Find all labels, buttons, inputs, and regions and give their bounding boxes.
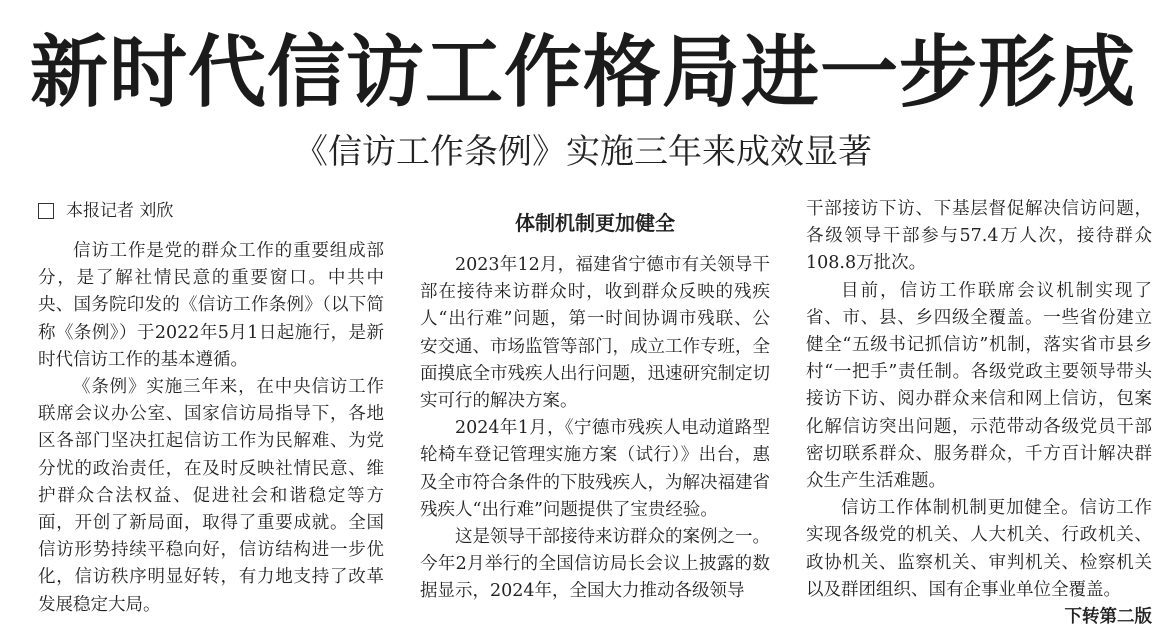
paragraph: 信访工作体制机制更加健全。信访工作实现各级党的机关、人大机关、行政机关、政协机关、监察机关、审判机关、检察机关以及群团组织、国有企事业单位全覆盖。: [806, 498, 1152, 600]
continuation-note-row: [806, 604, 1152, 631]
paragraph: 2024年1月，《宁德市残疾人电动道路型轮椅车登记管理实施方案（试行）》出台，惠及全市符合条件的下肢残疾人，为解决福建省残疾人“出行难”问题提供了宝贵经验。: [420, 418, 770, 520]
byline-text: 本报记者 刘欣: [66, 201, 174, 221]
paragraph: 目前，信访工作联席会议机制实现了省、市、县、乡四级全覆盖。一些省份建立健全“五级书记抓信访”机制，落实省市县乡村“一把手”责任制。各级党政主要领导带头接访下访、阅办群众来信和网上信访，包案化解信访突出问题，示范带动各级党员干部密切联系群众、服务群众，千方百计解决群众生产生活难题。: [806, 280, 1152, 492]
article-column-1: [38, 196, 384, 619]
article-column-2: [420, 196, 770, 606]
paragraph: 《条例》实施三年来，在中央信访工作联席会议办公室、国家信访局指导下，各地区各部门坚决扛起信访工作为民解难、为党分忧的政治责任，在及时反映社情民意、维护群众合法权益、促进社会和谐稳定等方面，开创了新局面，取得了重要成就。全国信访形势持续平稳向好，信访结构进一步优化，信访秩序明显好转，有力地支持了改革发展稳定大局。: [38, 377, 384, 615]
article-column-3: [806, 196, 1152, 631]
paragraph: 干部接访下访、下基层督促解决信访问题，各级领导干部参与57.4万人次，接待群众108.8万批次。: [806, 199, 1152, 274]
paragraph: 这是领导干部接待来访群众的案例之一。今年2月举行的全国信访局长会议上披露的数据显示，2024年，全国大力推动各级领导: [420, 527, 770, 602]
byline: [38, 196, 384, 226]
section-title: 体制机制更加健全: [515, 211, 675, 235]
headline: 新时代信访工作格局进一步形成: [29, 27, 1136, 118]
continued-on-page-link[interactable]: 下转第二版: [1064, 607, 1152, 628]
square-bullet-icon: [38, 203, 54, 219]
subheadline: 《信访工作条例》实施三年来成效显著: [294, 132, 872, 172]
paragraph: 2023年12月，福建省宁德市有关领导干部在接待来访群众时，收到群众反映的残疾人“出行难”问题，第一时间协调市残联、公安交通、市场监管等部门，成立工作专班，全面摸底全市残疾人出行问题，迅速研究制定切实可行的解决方案。: [420, 255, 770, 412]
paragraph: 信访工作是党的群众工作的重要组成部分，是了解社情民意的重要窗口。中共中央、国务院印发的《信访工作条例》（以下简称《条例》）于2022年5月1日起施行，是新时代信访工作的基本遵循。: [38, 241, 384, 370]
